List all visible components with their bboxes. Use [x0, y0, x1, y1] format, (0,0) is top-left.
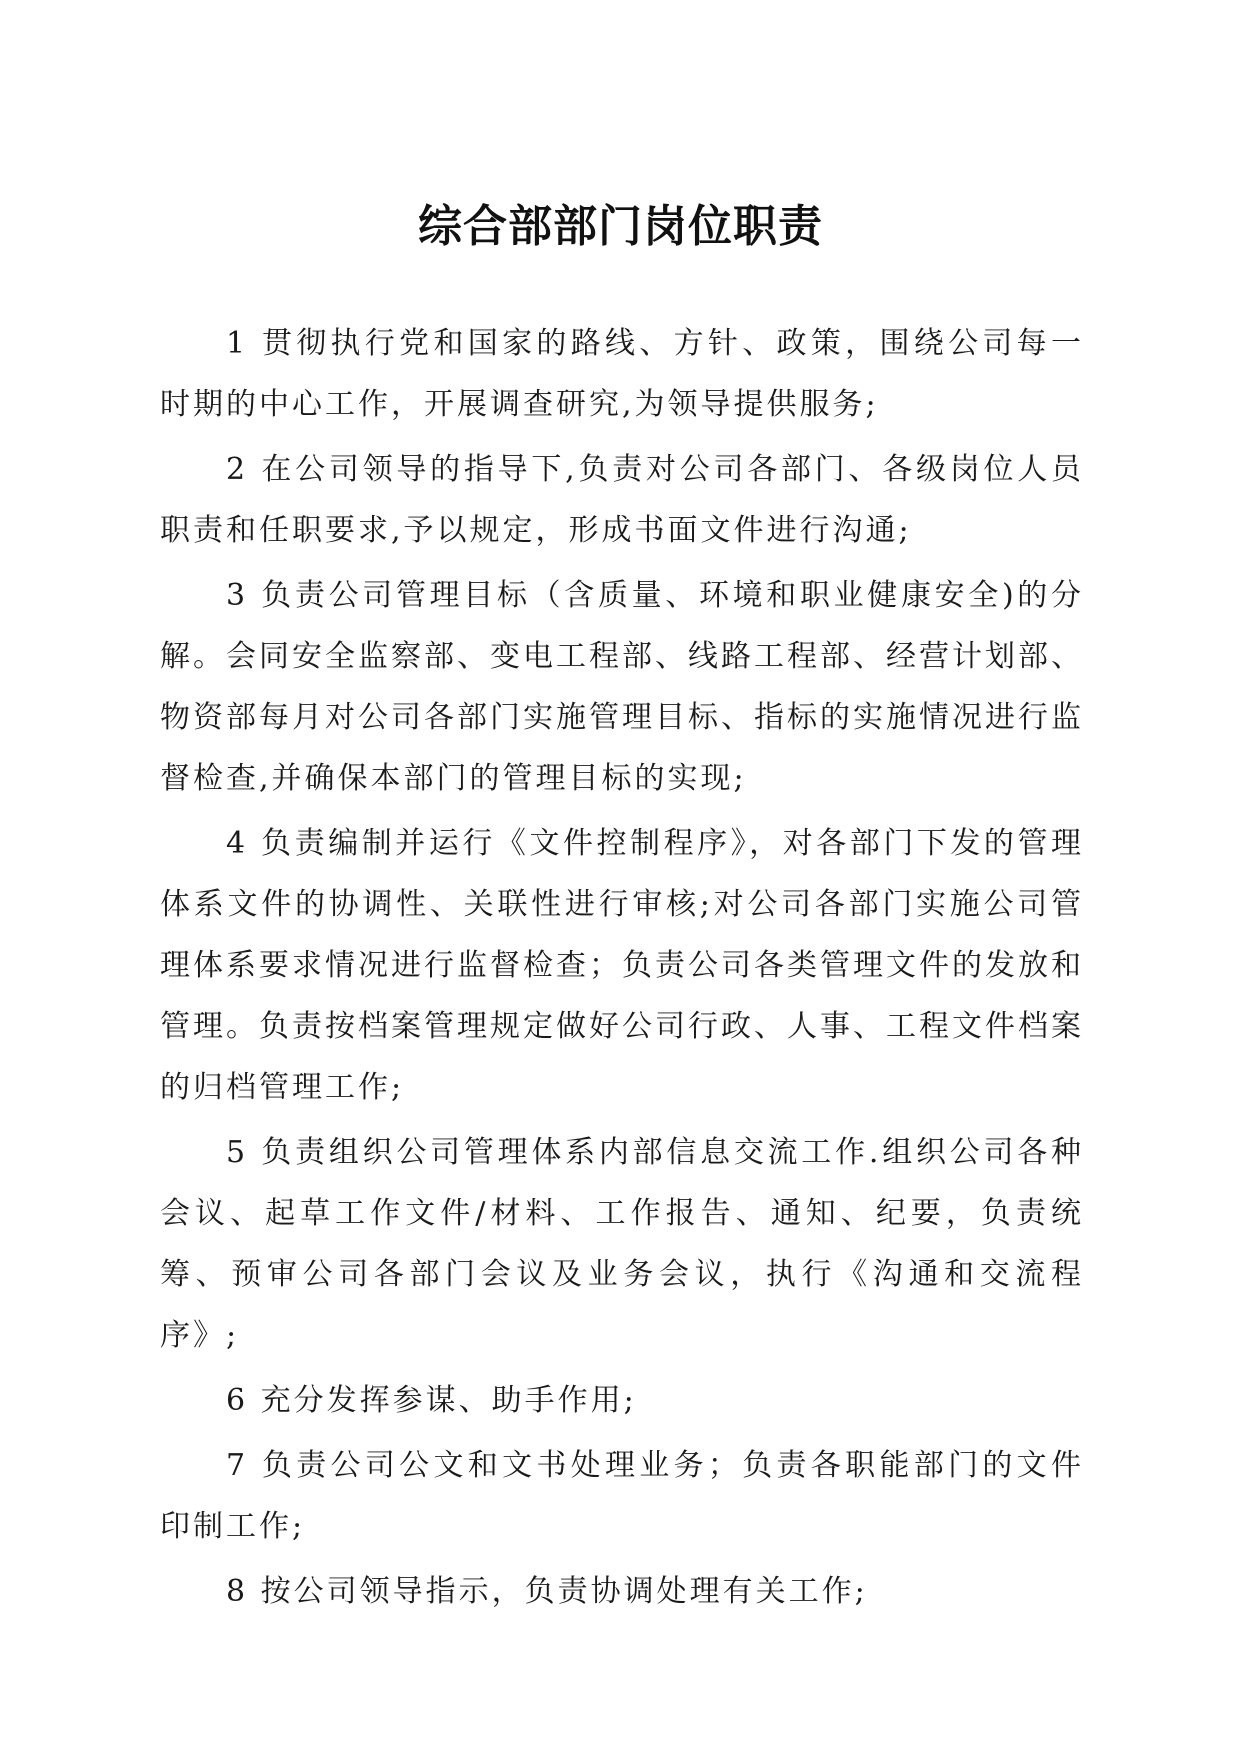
page-title: 综合部部门岗位职责 [418, 201, 823, 253]
list-item-4 [160, 813, 1084, 1118]
item-text: 负责公司公文和文书处理业务；负责各职能部门的文件印制工作; [160, 1448, 1084, 1544]
item-text: 在公司领导的指导下,负责对公司各部门、各级岗位人员职责和任职要求,予以规定，形成书面文件进行沟通; [160, 452, 1084, 548]
list-item-2 [160, 439, 1084, 561]
list-item-7 [160, 1435, 1084, 1557]
item-number: 6 [226, 1383, 249, 1418]
item-text: 负责编制并运行《文件控制程序》，对各部门下发的管理体系文件的协调性、关联性进行审核;对公司各部门实施公司管理体系要求情况进行监督检查；负责公司各类管理文件的发放和管理。负责按档案管理规定做好公司行政、人事、工程文件档案的归档管理工作; [160, 826, 1084, 1105]
list-item-1 [160, 313, 1084, 435]
list-item-5 [160, 1122, 1084, 1366]
list-item-3 [160, 565, 1084, 809]
item-number: 4 [226, 826, 249, 861]
item-text: 负责组织公司管理体系内部信息交流工作.组织公司各种会议、起草工作文件/材料、工作报告、通知、纪要，负责统筹、预审公司各部门会议及业务会议，执行《沟通和交流程序》; [160, 1135, 1084, 1353]
item-number: 7 [226, 1448, 249, 1483]
item-number: 1 [226, 326, 249, 361]
list-item-8 [160, 1561, 1084, 1622]
item-text: 按公司领导指示，负责协调处理有关工作; [260, 1574, 868, 1609]
item-number: 8 [226, 1574, 249, 1609]
item-number: 5 [226, 1135, 249, 1170]
item-text: 充分发挥参谋、助手作用; [260, 1383, 637, 1418]
item-text: 贯彻执行党和国家的路线、方针、政策，围绕公司每一时期的中心工作，开展调查研究,为领导提供服务; [160, 326, 1084, 422]
document-body [160, 313, 1084, 1622]
item-text: 负责公司管理目标（含质量、环境和职业健康安全)的分解。会同安全监察部、变电工程部、线路工程部、经营计划部、物资部每月对公司各部门实施管理目标、指标的实施情况进行监督检查,并确保本部门的管理目标的实现; [160, 578, 1084, 796]
item-number: 3 [226, 578, 249, 613]
list-item-6 [160, 1370, 1084, 1431]
item-number: 2 [226, 452, 249, 487]
